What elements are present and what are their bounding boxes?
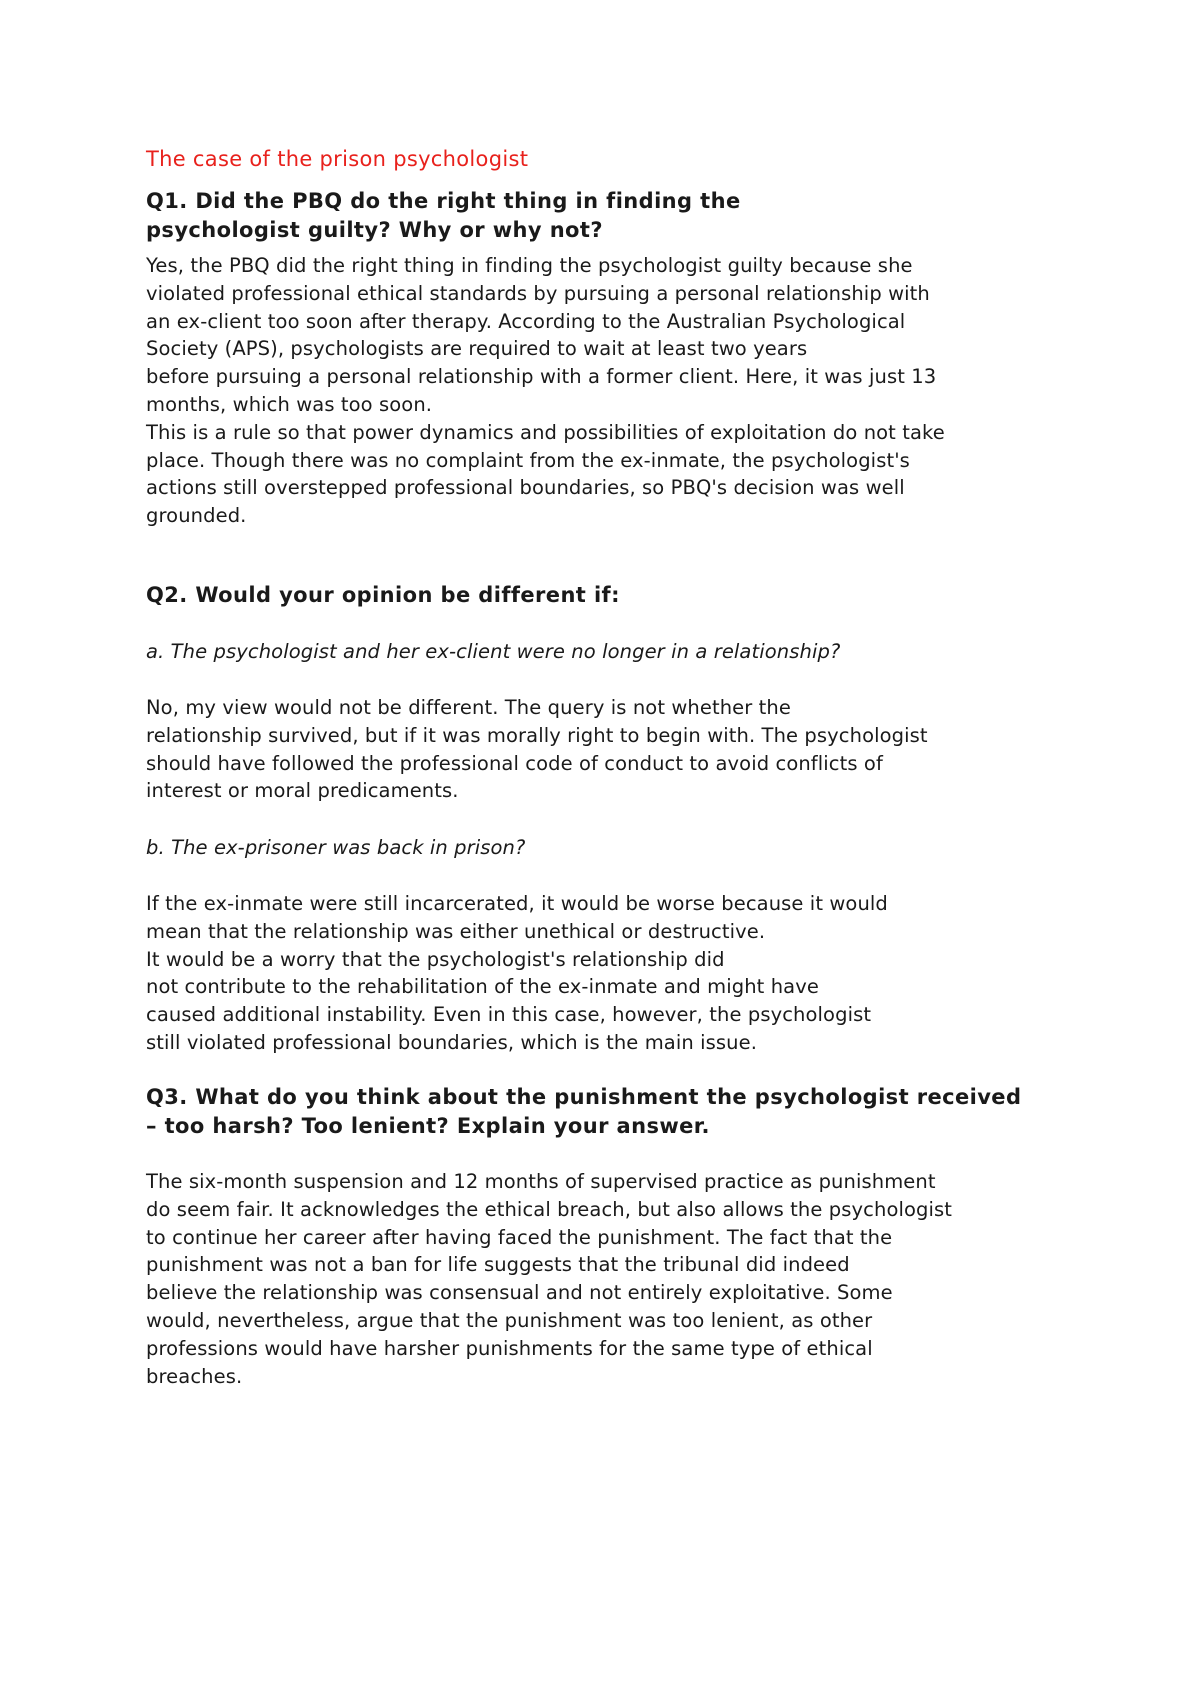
- q2b-answer-line: mean that the relationship was either unethical or destructive.: [146, 919, 766, 943]
- q2-heading-line: Q2. Would your opinion be different if:: [146, 583, 620, 607]
- q2a-question-line: a. The psychologist and her ex-client were no longer in a relationship?: [146, 640, 841, 663]
- q1-answer: [146, 252, 945, 530]
- q3-answer-line: The six-month suspension and 12 months of supervised practice as punishment: [146, 1170, 936, 1193]
- q3-answer-line: do seem fair. It acknowledges the ethical breach, but also allows the psychologist: [146, 1197, 953, 1221]
- q3-answer-line: to continue her career after having faced the punishment. The fact that the: [146, 1225, 893, 1249]
- q2b-answer-line: It would be a worry that the psychologist's relationship did: [146, 947, 725, 971]
- q2a-answer: [146, 694, 928, 805]
- q1-answer-line: This is a rule so that power dynamics and possibilities of exploitation do not take: [146, 420, 945, 444]
- q3-answer-line: would, nevertheless, argue that the punishment was too lenient, as other: [146, 1308, 873, 1332]
- q2a-question: [146, 638, 840, 666]
- document-title: The case of the prison psychologist: [146, 147, 529, 171]
- q2-heading: [146, 581, 620, 610]
- q3-heading: [146, 1083, 1021, 1141]
- q1-answer-line: an ex-client too soon after therapy. According to the Australian Psychological: [146, 309, 906, 333]
- q2a-answer-line: No, my view would not be different. The query is not whether the: [146, 696, 791, 719]
- q3-answer-line: breaches.: [146, 1364, 243, 1388]
- q1-answer-line: Society (APS), psychologists are required to wait at least two years: [146, 337, 808, 361]
- q1-heading-line: Q1. Did the PBQ do the right thing in finding the: [146, 189, 741, 213]
- q2b-answer-line: still violated professional boundaries, which is the main issue.: [146, 1030, 758, 1054]
- q2b-answer-line: caused additional instability. Even in this case, however, the psychologist: [146, 1003, 872, 1027]
- q3-answer-line: punishment was not a ban for life suggests that the tribunal did indeed: [146, 1253, 850, 1277]
- q1-heading: [146, 187, 741, 245]
- q3-answer-line: professions would have harsher punishments for the same type of ethical: [146, 1336, 873, 1360]
- q1-answer-line: before pursuing a personal relationship with a former client. Here, it was just 13: [146, 365, 937, 389]
- q3-answer: [146, 1168, 952, 1390]
- q2a-answer-line: should have followed the professional code of conduct to avoid conflicts of: [146, 751, 883, 775]
- q1-answer-line: grounded.: [146, 504, 247, 528]
- q2b-answer-line: not contribute to the rehabilitation of the ex-inmate and might have: [146, 975, 819, 999]
- q1-answer-line: actions still overstepped professional boundaries, so PBQ's decision was well: [146, 476, 905, 500]
- q1-answer-line: months, which was too soon.: [146, 392, 433, 416]
- q3-heading-line: Q3. What do you think about the punishment the psychologist received: [146, 1085, 1022, 1109]
- q2b-answer-line: If the ex-inmate were still incarcerated, it would be worse because it would: [146, 892, 888, 915]
- q2b-question-line: b. The ex-prisoner was back in prison?: [146, 836, 526, 859]
- q1-heading-line: psychologist guilty? Why or why not?: [146, 218, 603, 242]
- q3-answer-line: believe the relationship was consensual and not entirely exploitative. Some: [146, 1281, 893, 1305]
- q2b-question: [146, 834, 525, 862]
- q2a-answer-line: relationship survived, but if it was morally right to begin with. The psychologist: [146, 723, 928, 747]
- q3-heading-line: – too harsh? Too lenient? Explain your answer.: [146, 1114, 710, 1138]
- q1-answer-line: Yes, the PBQ did the right thing in finding the psychologist guilty because she: [146, 254, 913, 277]
- q2a-answer-line: interest or moral predicaments.: [146, 779, 459, 803]
- q1-answer-line: place. Though there was no complaint from the ex-inmate, the psychologist's: [146, 448, 910, 472]
- q2b-answer: [146, 890, 888, 1057]
- q1-answer-line: violated professional ethical standards by pursuing a personal relationship with: [146, 281, 930, 305]
